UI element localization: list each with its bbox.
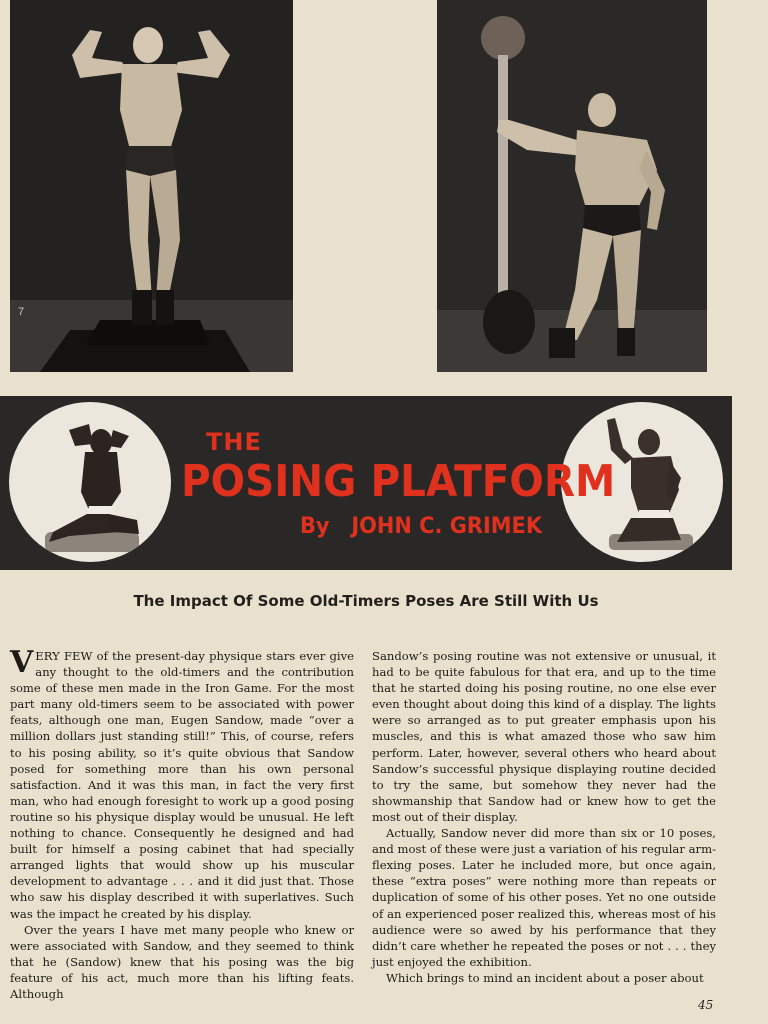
article-subtitle: The Impact Of Some Old-Timers Poses Are Still With Us bbox=[133, 592, 599, 610]
banner-title-the: THE bbox=[206, 428, 262, 456]
banner-byline: By JOHN C. GRIMEK bbox=[300, 514, 543, 539]
banner-title-main: POSING PLATFORM bbox=[181, 456, 616, 507]
page-number: 45 bbox=[698, 998, 714, 1012]
paragraph-text: ERY FEW of the present-day physique stars ever give any thought to the old-timers and the contribution some of these men made in the Iron Game. For the most part many old-timers seem to be associated with power feats, although one man, Eugen Sandow, made “over a million dollars just standing still!” This, of course, refers to his posing ability, so it’s quite obvious that Sandow posed for something more than his own personal satisfaction. And it was this man, in fact the very first man, who had enough foresight to work up a good posing routine so his physique display would be unusual. He left nothing to chance. Consequently he designed and had built for himself a posing cabinet that had specially arranged lights that would show up his muscular development to advantage . . . and it did just that. Those who saw his display described it with superlatives. Such was the impact he created by his display. bbox=[10, 649, 354, 921]
photo-double-biceps bbox=[10, 0, 293, 372]
article-column-left bbox=[10, 645, 354, 1002]
bodybuilder-figure-icon bbox=[10, 0, 293, 372]
drop-cap: V bbox=[10, 645, 34, 680]
medallion-left bbox=[9, 402, 171, 562]
photo-number: 7 bbox=[18, 306, 25, 318]
paragraph: Over the years I have met many people who knew or were associated with Sandow, and they seemed to think that he (Sandow) knew that his posing was the big feature of his act, much more than his lifting feats. Although bbox=[10, 922, 354, 1001]
paragraph: Which brings to mind an incident about a poser about bbox=[386, 970, 704, 985]
paragraph: Sandow’s posing routine was not extensive or unusual, it had to be quite fabulous for that era, and up to the time that he started doing his posing routine, no one else ever even thought about doing this kind of a display. The lights were so arranged as to put greater emphasis upon his muscles, and this is what amazed those who saw him perform. Later, however, several others who heard about Sandow’s successful physique displaying routine decided to try the same, but somehow they never had the showmanship that Sandow had or knew how to get the most out of their display. bbox=[372, 649, 716, 824]
kneeling-poser-icon bbox=[9, 402, 171, 562]
paragraph bbox=[10, 645, 354, 922]
article-column-right bbox=[372, 648, 716, 986]
paragraph: Actually, Sandow never did more than six or 10 poses, and most of these were just a variation of his regular arm-flexing poses. Later he included more, but once again, these “extra poses” were nothing more than repeats or duplication of some of his other poses. Yet no one outside of an experienced poser realized this, whereas most of his audience were so awed by his performance that they didn’t care whether he repeated the poses or not . . . they just enjoyed the exhibition. bbox=[372, 826, 716, 969]
bodybuilder-with-barbell-icon bbox=[437, 0, 707, 372]
photo-barbell-pose bbox=[437, 0, 707, 372]
